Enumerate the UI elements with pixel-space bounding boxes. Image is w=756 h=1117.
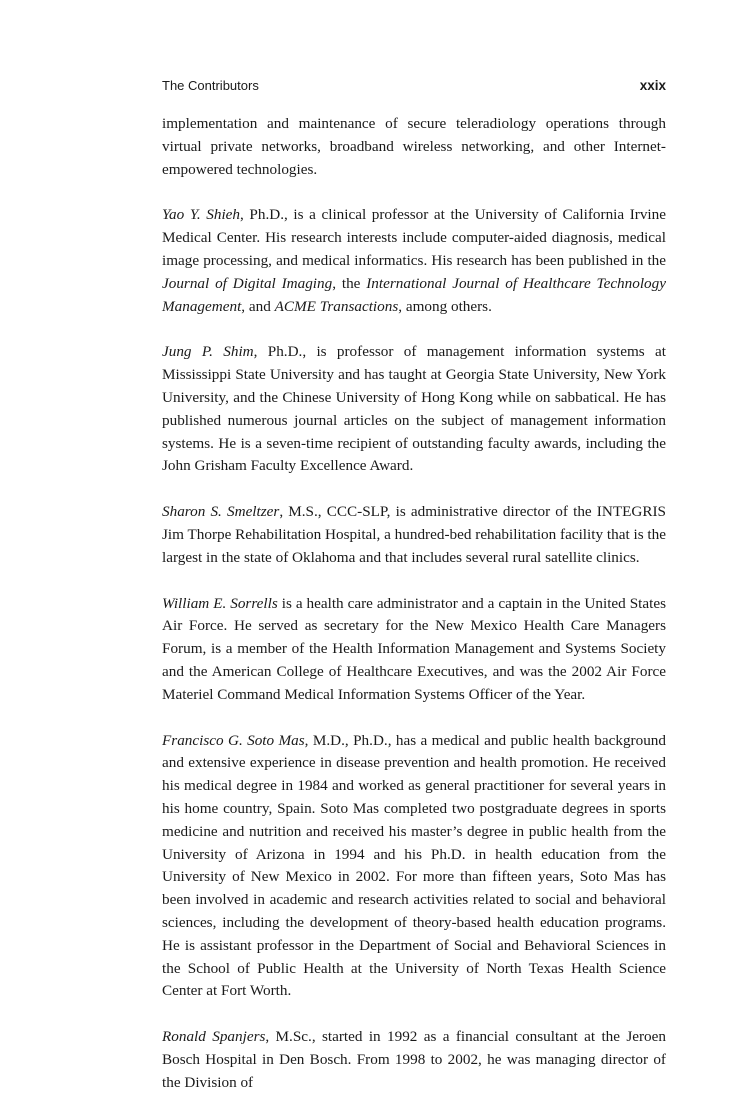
contributor-name: Ronald Spanjers — [162, 1028, 266, 1046]
paragraph-text: , the — [332, 274, 367, 292]
contributor-name: William E. Sorrells — [162, 594, 278, 612]
contributor-entry-shieh — [162, 204, 666, 318]
contributors-body — [162, 113, 666, 1117]
paragraph-text: , M.Sc., started in 1992 as a financial consultant at the Jeroen Bosch Hospital in Den Bosch. From 1998 to 2002, he was managing director of the Division of — [162, 1028, 666, 1091]
paragraph-text: , and — [241, 297, 275, 315]
contributor-name: Jung P. Shim — [162, 343, 254, 361]
journal-title: International Journal of Healthcare Technology Management — [162, 274, 666, 315]
contributor-name: Yao Y. Shieh — [162, 206, 241, 224]
journal-title: Journal of Digital Imaging — [162, 274, 333, 292]
paragraph-text: , M.S., CCC-SLP, is administrative director of the INTEGRIS Jim Thorpe Rehabilitation Hospital, a hundred-bed rehabilitation facility that is the largest in the state of Oklahoma and that includes several rural satellite clinics. — [162, 503, 666, 566]
paragraph-text: is a health care administrator and a captain in the United States Air Force. He served as secretary for the New Mexico Health Care Managers Forum, is a member of the Health Information Management and Systems Society and the American College of Healthcare Executives, and was the 2002 Air Force Materiel Command Medical Information Systems Officer of the Year. — [162, 594, 666, 703]
paragraph-text: , among others. — [398, 297, 492, 315]
running-title: The Contributors — [162, 78, 259, 93]
paragraph-continuation — [162, 113, 666, 181]
paragraph-text: , M.D., Ph.D., has a medical and public health background and extensive experience in disease prevention and health promotion. He received his medical degree in 1984 and worked as general practitioner for several years in his home country, Spain. Soto Mas completed two postgraduate degrees in sports medicine and nutrition and received his master’s degree in public health from the University of Arizona in 1994 and his Ph.D. in health education from the University of New Mexico in 2002. For more than fifteen years, Soto Mas has been involved in academic and research activities related to social and behavioral sciences, including the development of theory-based health education programs. He is assistant professor in the Department of Social and Behavioral Sciences in the School of Public Health at the University of North Texas Health Science Center at Fort Worth. — [162, 731, 666, 1000]
running-header — [162, 78, 666, 98]
contributor-name: Francisco G. Soto Mas — [162, 731, 305, 749]
contributor-entry-spanjers — [162, 1026, 666, 1094]
paragraph-text: , Ph.D., is professor of management information systems at Mississippi State University and has taught at Georgia State University, New York University, and the Chinese University of Hong Kong while on sabbatical. He has published numerous journal articles on the subject of management information systems. He is a seven-time recipient of outstanding faculty awards, including the John Grisham Faculty Excellence Award. — [162, 343, 666, 475]
page-number: xxix — [639, 78, 666, 93]
paragraph-text: , Ph.D., is a clinical professor at the University of California Irvine Medical Center. His research interests include computer-aided diagnosis, medical image processing, and medical informatics. His research has been published in the — [162, 206, 666, 269]
contributor-entry-sorrells — [162, 593, 666, 707]
contributor-entry-shim — [162, 341, 666, 478]
contributor-entry-soto-mas — [162, 730, 666, 1004]
paragraph-text: implementation and maintenance of secure teleradiology operations through virtual private networks, broadband wireless networking, and other Internet-empowered technologies. — [162, 115, 666, 178]
contributor-entry-smeltzer — [162, 501, 666, 569]
journal-title: ACME Transactions — [274, 297, 399, 315]
contributor-name: Sharon S. Smeltzer — [162, 503, 280, 521]
